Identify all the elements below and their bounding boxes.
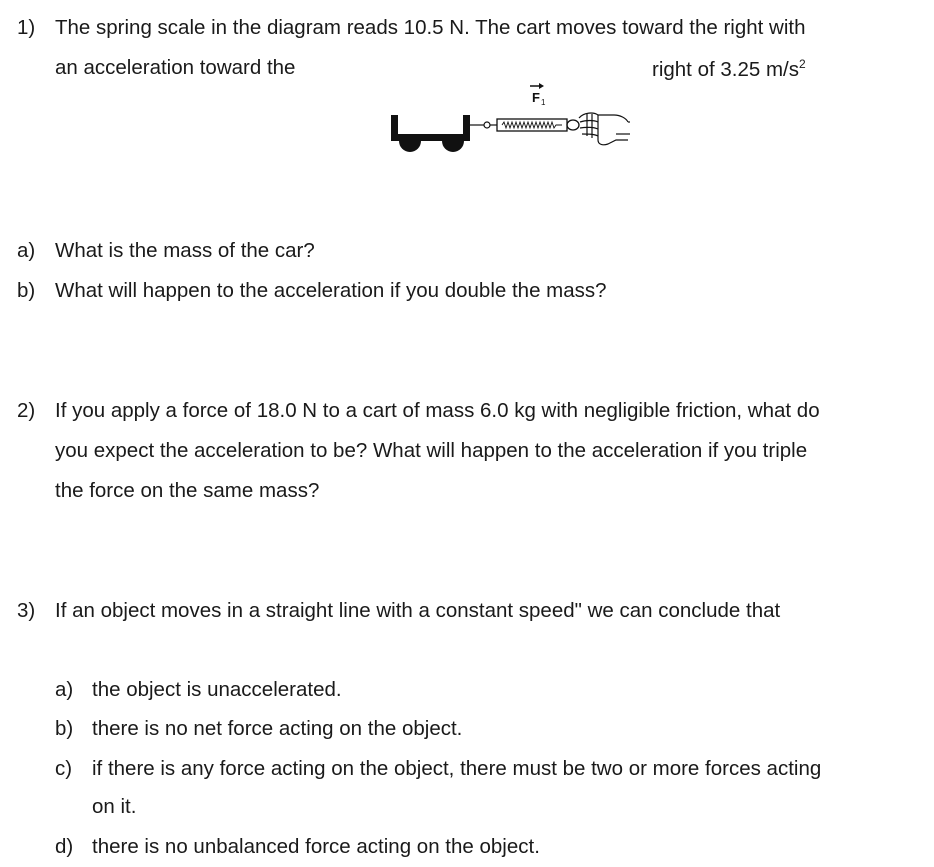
q3-option-c-text: if there is any force acting on the object, there must be two or more forces acting [92,757,822,780]
cart-spring-scale-diagram [384,78,634,164]
q1-number: 1) [17,16,36,39]
q1-exponent: 2 [798,57,806,71]
q3-option-d-label: d) [55,835,74,858]
cart-wheel-left [399,141,421,152]
hand [579,113,630,145]
diagram-svg [384,78,634,158]
q3-option-a-label: a) [55,678,74,701]
q2-line-3: the force on the same mass? [55,479,320,502]
q1b-text: What will happen to the acceleration if you double the mass? [55,279,607,302]
spring-scale [497,119,579,131]
q3-option-c-text-continued: on it. [92,795,137,818]
q3-option-b-label: b) [55,717,74,740]
q3-option-a-text: the object is unaccelerated. [92,678,342,701]
q3-option-d-text: there is no unbalanced force acting on the object. [92,835,540,858]
q1a-label: a) [17,239,36,262]
q1-acceleration-text: right of 3.25 m/s [652,58,799,81]
force-subscript: 1 [541,98,546,107]
q1b-label: b) [17,279,36,302]
q2-line-1: If you apply a force of 18.0 N to a cart of mass 6.0 kg with negligible friction, what do [55,399,820,422]
cart-wheel-right [442,141,464,152]
q3-number: 3) [17,599,36,622]
q1-line-2-left: an acceleration toward the [55,56,296,79]
q3-option-b-text: there is no net force acting on the object. [92,717,463,740]
q1-line-1: The spring scale in the diagram reads 10.5 N. The cart moves toward the right with [55,16,806,39]
hook [470,122,497,128]
cart [391,115,470,152]
force-label: F [532,90,540,105]
q3-stem: If an object moves in a straight line with a constant speed" we can conclude that [55,599,781,622]
q3-option-c-label: c) [55,757,73,780]
q2-line-2: you expect the acceleration to be? What will happen to the acceleration if you triple [55,439,808,462]
q1a-text: What is the mass of the car? [55,239,315,262]
q1-line-2-right [652,58,806,81]
q2-number: 2) [17,399,36,422]
force-vector-label [530,83,546,107]
